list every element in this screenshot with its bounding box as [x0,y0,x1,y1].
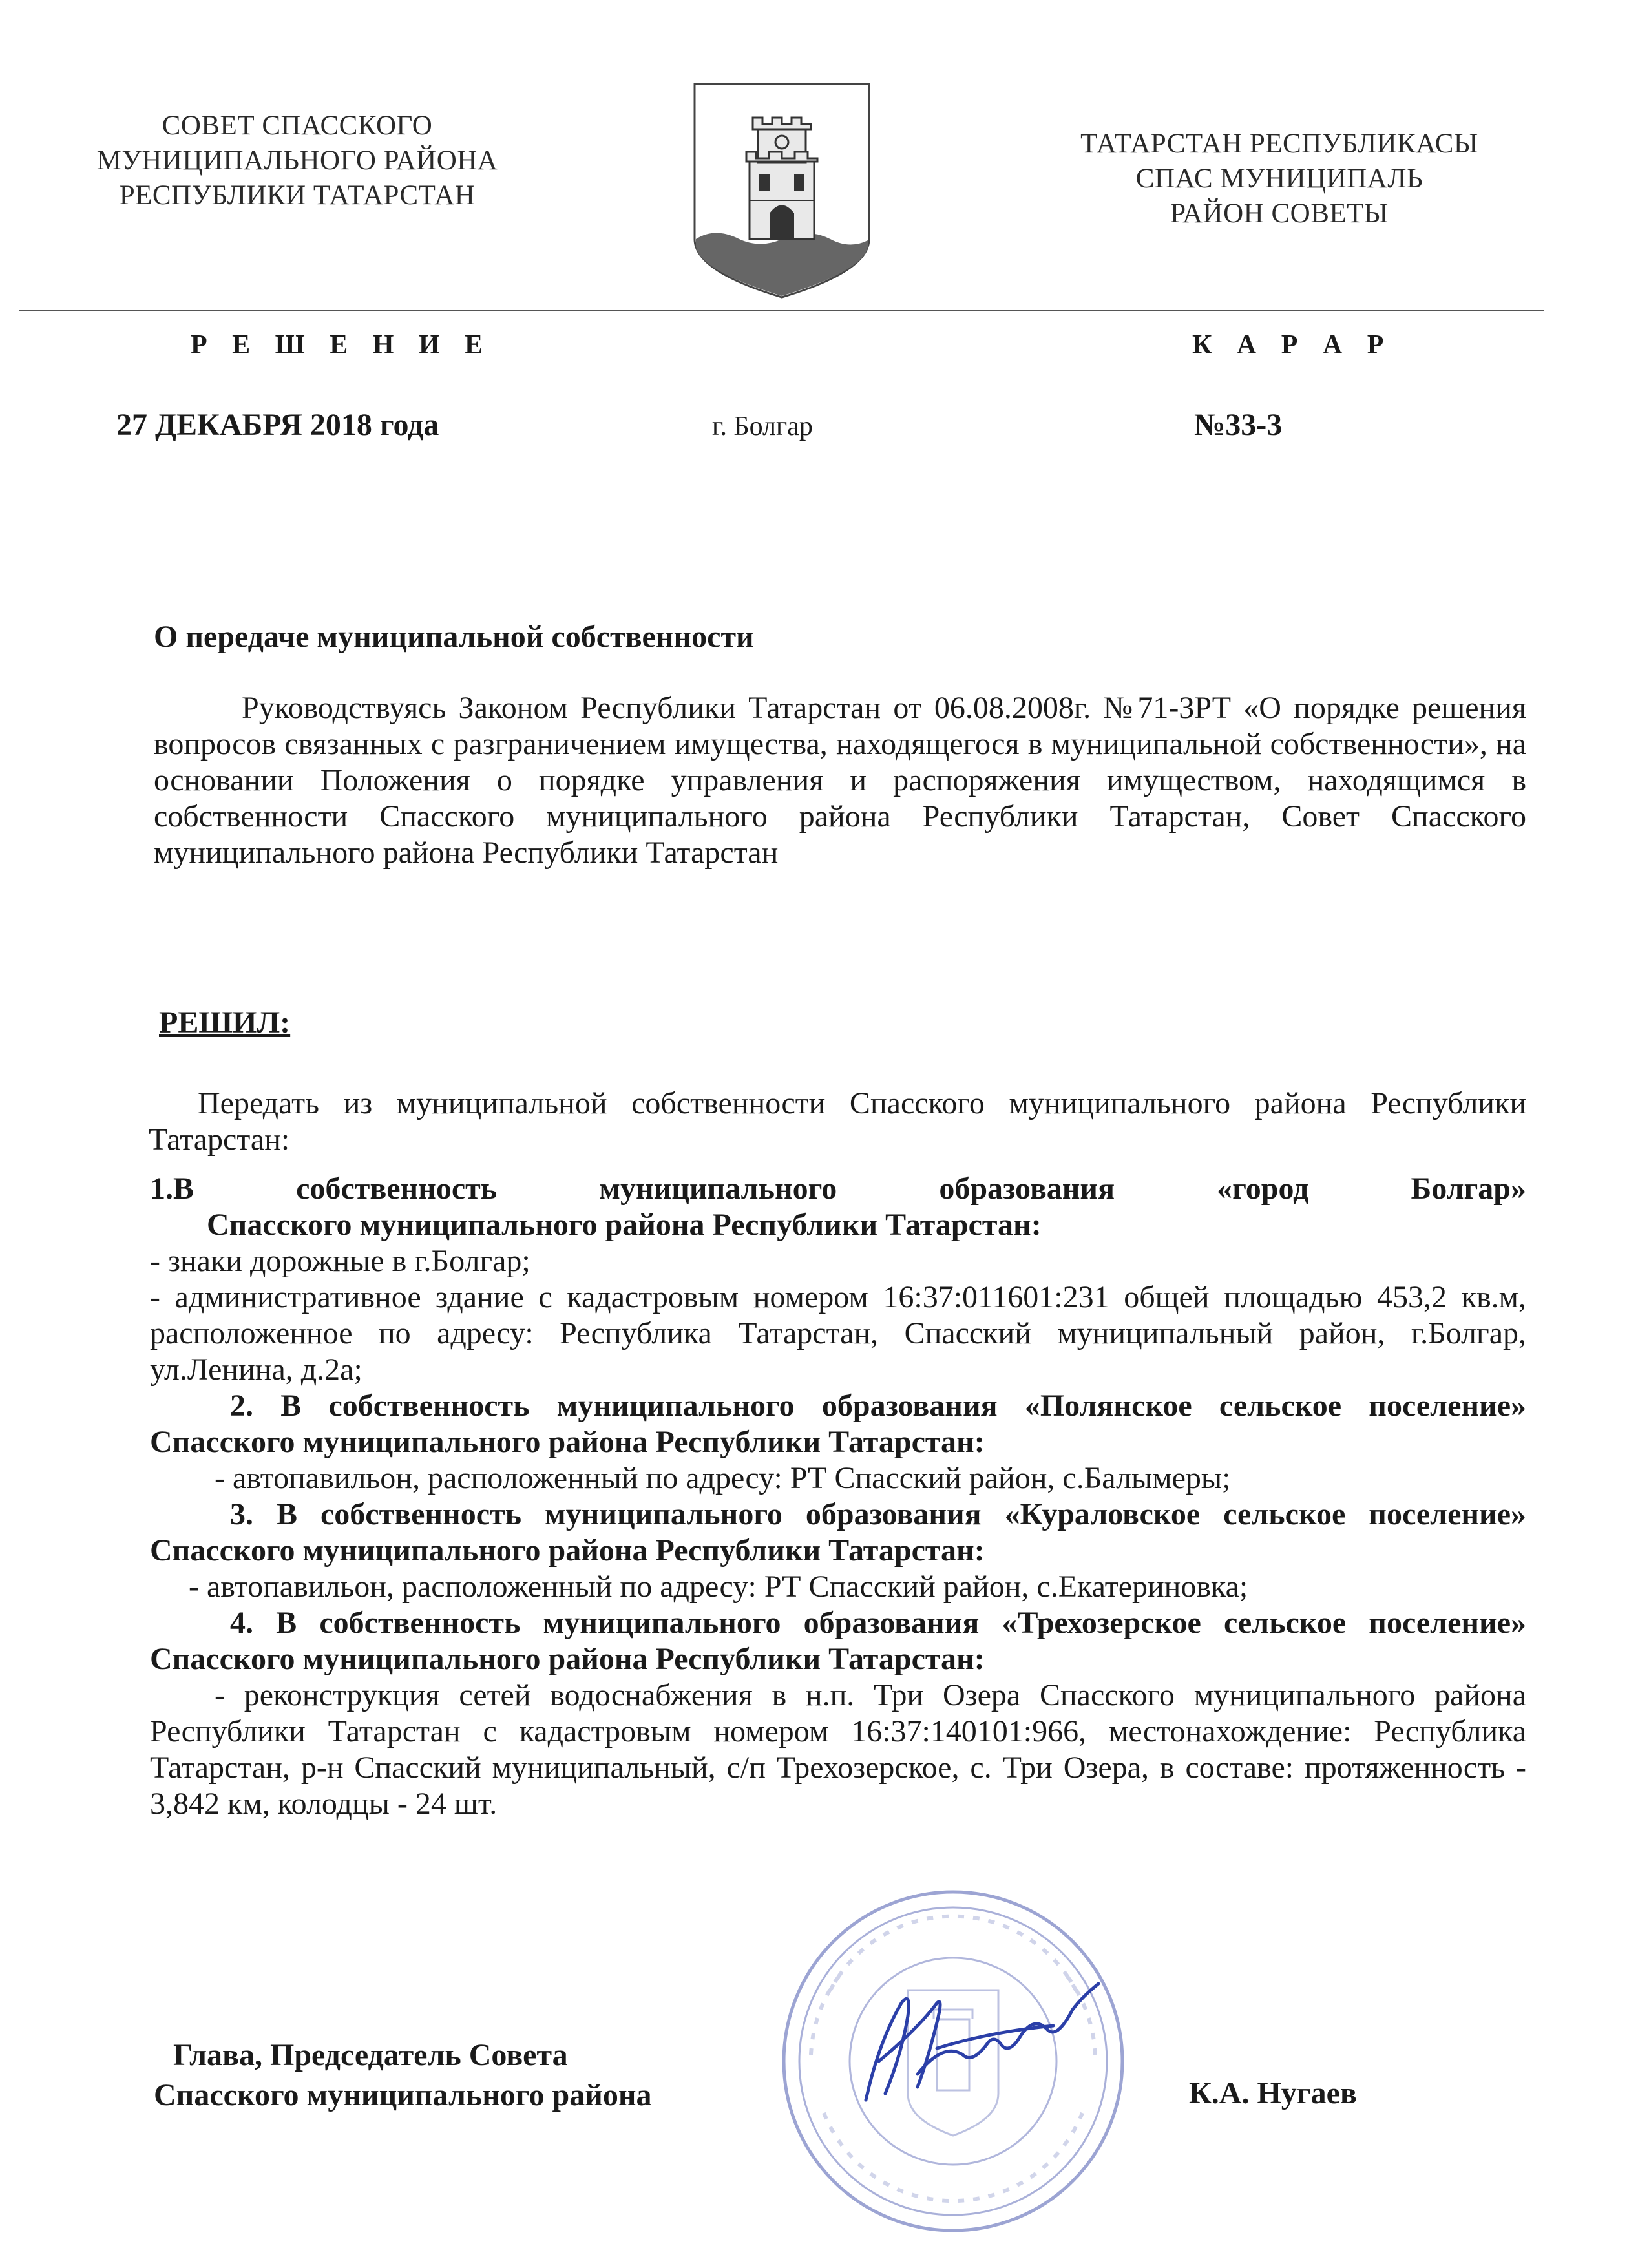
item-1-heading-line1: В собственность муниципального образования «город Болгар» [173,1171,1526,1206]
signatory-title-line1: Глава, Председатель Совета [173,2038,568,2072]
decision-label-ru: Р Е Ш Е Н И Е [191,330,492,360]
item-3-entry: - автопавильон, расположенный по адресу: РТ Спасский район, с.Екатериновка; [189,1570,1248,1604]
item-1-entry: - административное здание с кадастровым номером 16:37:011601:231 общей площадью 453,2 кв.м, расположенное по адресу: Республика Татарстан, Спасский муниципальный район, г.Болгар, ул.Ленина, д.2а; [150,1280,1526,1387]
item-4-heading: 4. В собственность муниципального образования «Трехозерское сельское поселение» Спасского муниципального района Республики Татарстан: [150,1606,1526,1676]
transfer-paragraph: Передать из муниципальной собственности Спасского муниципального района Республики Татарстан: [149,1086,1526,1157]
signatory-title [154,2035,652,2116]
item-1-entry: - знаки дорожные в г.Болгар; [150,1244,530,1278]
item-1-heading-line2: Спасского муниципального района Республики Татарстан: [207,1208,1042,1242]
header-right-line: РАЙОН СОВЕТЫ [1170,198,1389,229]
item-4-entry: - реконструкция сетей водоснабжения в н.п. Три Озера Спасского муниципального района Республики Татарстан с кадастровым номером 16:37:140101:966, местонахождение: Республика Татарстан, р-н Спасский муниципальный, с/п Трехозерское, с. Три Озера, в составе: протяженность - 3,842 км, колодцы - 24 шт. [150,1678,1526,1821]
resolved-heading: РЕШИЛ: [159,1005,291,1040]
signatory-title-line2: Спасского муниципального района [154,2078,652,2112]
signatory-name: К.А. Нугаев [1189,2076,1357,2110]
document-subject: О передаче муниципальной собственности [154,620,754,654]
decision-label-tt: К А Р А Р [1192,330,1393,360]
header-right-line: СПАС МУНИЦИПАЛЬ [1135,163,1423,194]
header-divider [19,310,1544,311]
item-3-heading: 3. В собственность муниципального образования «Кураловское сельское поселение» Спасского муниципального района Республики Татарстан: [150,1497,1526,1568]
document-date: 27 ДЕКАБРЯ 2018 года [116,408,439,442]
header-left-line: МУНИЦИПАЛЬНОГО РАЙОНА [96,145,498,176]
handwritten-signature-icon [840,1964,1111,2132]
item-2-heading: 2. В собственность муниципального образования «Полянское сельское поселение» Спасского муниципального района Республики Татарстан: [150,1389,1526,1459]
document-city: г. Болгар [712,412,813,441]
header-left-block [52,109,543,213]
header-left-line: РЕСПУБЛИКИ ТАТАРСТАН [119,180,476,211]
intro-paragraph: Руководствуясь Законом Республики Татарстан от 06.08.2008г. №71-ЗРТ «О порядке решения вопросов связанных с разграничением имущества, находящегося в муниципальной собственности», на основании Положения о порядке управления и распоряжения имуществом, находящимся в собственности Спасского муниципального района Республики Татарстан, Совет Спасского муниципального района Республики Татарстан [154,691,1526,870]
coat-of-arms-tower-icon [688,78,876,300]
item-1-number: 1. [150,1171,173,1206]
item-2-entry: - автопавильон, расположенный по адресу: РТ Спасский район, с.Балымеры; [215,1461,1231,1495]
item-1-heading [150,1171,1526,1207]
header-right-block [1021,127,1538,231]
header-right-line: ТАТАРСТАН РЕСПУБЛИКАСЫ [1080,129,1478,159]
header-left-line: СОВЕТ СПАССКОГО [162,110,433,141]
document-number: №33-3 [1194,408,1283,442]
